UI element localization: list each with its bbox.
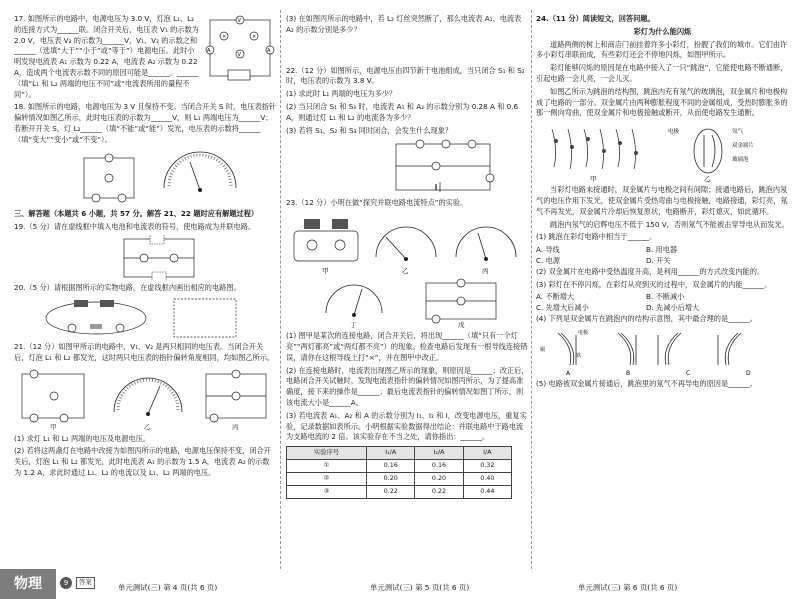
question-21-part-1: (1) 求灯 L₁ 和 L₂ 两端的电压及电源电压。 bbox=[14, 433, 151, 443]
option-item: A. 不断增大 bbox=[536, 292, 575, 302]
table-header-cell: 实验序号 bbox=[287, 447, 367, 460]
svg-text:A: A bbox=[267, 48, 271, 54]
option-item: D. 开关 bbox=[646, 255, 671, 265]
question-22-part-1: (1) 求此时 L₁ 两端的电压为多少？ bbox=[286, 89, 397, 99]
article-para-3: 如图乙所示为跳泡的结构图，跳泡内充有氖气的玻璃泡，双金属片和电极构成了电路的一部分。双金属片由两种膨胀程度不同的金属组成，受热时膨胀多的那一侧向弯曲，使双金属片和电极接触或断开，从而使电路发生通断。 bbox=[536, 86, 788, 118]
question-21-part-3: (3) 在如图丙所示的电路中，若 L₂ 灯丝突然断了，那么电流表 A₁、电流表 A₂ 的示数分别是多少？ bbox=[286, 14, 522, 34]
table-cell: 0.20 bbox=[415, 473, 463, 486]
section-3-heading: 三、解答题（本题共 6 小题，共 57 分。解答 21、22 题时应有解题过程） bbox=[14, 208, 259, 218]
q23-figures-bottom bbox=[286, 277, 529, 329]
q21-figures bbox=[14, 366, 276, 432]
option-letter: B bbox=[626, 369, 631, 377]
q24-part-label-electrode: 电极 bbox=[668, 129, 680, 136]
question-22-part-2: (2) 当只闭合 S₁ 和 S₃ 时，电流表 A₁ 和 A₂ 的示数分别为 0.28 A 和 0.6 A，则通过灯 L₁ 和 L₂ 的电流各为多少？ bbox=[286, 101, 519, 122]
question-24-part-3: (3) 彩灯在不停闪烁，在彩灯从亮到灭的过程中，双金属片的内能______。 bbox=[536, 279, 772, 289]
q23-fig-label-c: 丙 bbox=[482, 267, 489, 276]
table-cell: 0.22 bbox=[367, 486, 415, 499]
q18-circuit-and-meter-figure bbox=[14, 148, 254, 206]
q21-fig-label-b: 乙 bbox=[144, 422, 151, 431]
q24-bimetal-copper-label: 铜 bbox=[540, 346, 546, 353]
option-item: B. 不断减小 bbox=[646, 292, 685, 302]
table-cell: 0.44 bbox=[463, 486, 511, 499]
q22-circuit-figure bbox=[286, 138, 529, 196]
q23-fig-label-e: 戊 bbox=[458, 321, 465, 330]
q24-part-label-bimetal: 双金属片 bbox=[732, 143, 755, 150]
table-cell: 0.20 bbox=[367, 473, 415, 486]
q24-bimetal-electrode-label: 电极 bbox=[578, 329, 589, 336]
q21-fig-label-c: 丙 bbox=[232, 422, 239, 431]
option-item: D. 先减小后增大 bbox=[646, 303, 700, 313]
page-4-footer: 单元测试(三) 第 4 页(共 6 页) bbox=[118, 582, 218, 592]
option-letter: D bbox=[746, 369, 751, 377]
page-5-footer: 单元测试(三) 第 5 页(共 6 页) bbox=[370, 582, 470, 592]
q24-bimetal-options-figure bbox=[536, 327, 789, 377]
article-para-2: 彩灯能够闪烁的原因是在电路中接入了一只“跳泡”，它能使电路不断通断，引起电路一会儿亮，一会儿灭。 bbox=[536, 63, 788, 83]
article-para-1: 道路两侧的树上和商店门前挂着许多小彩灯，扮靓了我们的城市。它们由许多小彩灯串联而成，有些彩灯还会不停地闪烁，如图甲所示。 bbox=[536, 39, 788, 60]
question-23-part-3: (3) 若电流表 A₁、A₂ 和 A 的示数分别为 I₁、I₂ 和 I，改变电源电压，重复实验，记录数据如表所示。小明根据实验数据得出结论：并联电路中干路电流为支路电流的 2 倍。该实验存在不当之处，请你指出：______。 bbox=[286, 410, 527, 442]
q17-circuit-figure bbox=[204, 14, 276, 84]
page-6-footer: 单元测试(三) 第 6 页(共 6 页) bbox=[578, 582, 678, 592]
article-para-5: 跳泡内氖气的启辉电压不低于 150 V，否则氖气不能被击穿导电从而发光。 bbox=[550, 219, 789, 229]
question-20: 20.（5 分）请根据图所示的实物电路，在虚线框内画出相应的电路图。 bbox=[14, 283, 241, 293]
q23-figures-top bbox=[286, 211, 529, 275]
table-cell: ① bbox=[287, 460, 367, 473]
question-17: 17. 如图所示的电路中，电源电压为 3.0 V，灯泡 L₁、L₂ 的连接方式为______联。闭合开关后，电压表 V₁ 的示数为 2.0 V，电压表 V₂ 的示数为______V，V₁、V₂ 的示数之和______（选填“大于”“小于”或“等于”）电源电压。此时小明发现电流表 A₁ 示数为 0.22 A，电流表 A₂ 示数为 0.22 A，造成两个电流表示数不同的原因可能是______。______（填“L₁ 和 L₂ 两端的电压不同”或“电流表所用的量程不同”）。 bbox=[14, 14, 199, 99]
table-header-cell: I₂/A bbox=[415, 447, 463, 460]
question-19: 19.（5 分）请在虚线框中填入电池和电流表的符号，使电路成为并联电路。 bbox=[14, 222, 256, 232]
question-21: 21.（12 分）如图甲所示的电路中，V₁、V₂ 是两只相同的电压表。当闭合开关后，灯泡 L₁ 和 L₂ 都发光，这时两只电压表的指针偏转角度相同，均如图乙所示。 bbox=[14, 341, 275, 362]
article-para-4: 当彩灯电路未接通时，双金属片与电极之间有间隙；接通电路后，跳泡内氖气的电压作用下发光，使双金属片受热弯曲与电极接触，电路接通，彩灯亮，氖气不再发光，双金属片冷却后恢复原状，电路断开，彩灯熄灭，如此循环。 bbox=[536, 185, 788, 216]
table-cell: 0.16 bbox=[415, 460, 463, 473]
table-cell: 0.22 bbox=[415, 486, 463, 499]
q24-part-3-options bbox=[536, 292, 789, 314]
question-24-part-1: (1) 跳泡在彩灯电路中相当于______。 bbox=[536, 232, 657, 242]
table-cell: 0.16 bbox=[367, 460, 415, 473]
table-cell: 0.32 bbox=[463, 460, 511, 473]
article-title: 彩灯为什么能闪烁 bbox=[633, 26, 692, 36]
question-21-part-2: (2) 若将这两盏灯在电路中改接为如图丙所示的电路，电源电压保持不变，闭合开关后，灯泡 L₁ 和 L₂ 都发光，此时电流表 A₁ 的示数为 1.5 A，电流表 A₂ 的示数为 1.2 A，求此时通过 L₁、L₂ 的电流以及 L₁、L₂ 两端的电压。 bbox=[14, 446, 271, 477]
page-5-column bbox=[286, 14, 529, 574]
svg-text:×: × bbox=[222, 34, 227, 40]
question-24-part-2: (2) 双金属片在电路中受热温度升高，是利用______的方式改变内能的。 bbox=[536, 266, 765, 276]
table-header-cell: I/A bbox=[463, 447, 511, 460]
question-18: 18. 如图所示的电路，电源电压为 3 V 且保持不变。当闭合开关 S 时，电压表指针偏转情况如图乙所示，此时电压表的示数为______V，则 L₁ 两端电压为______V；若断开开关 S，灯 L₂______（填“不能”或“能”）发光，电压表的示数将______（填“变大”“变小”或“不变”）。 bbox=[14, 102, 276, 144]
question-23: 23.（12 分）小明在做“探究并联电路电流特点”的实验。 bbox=[286, 198, 468, 208]
q23-fig-label-a: 甲 bbox=[322, 267, 329, 276]
option-letter: A bbox=[566, 369, 571, 377]
q24-figures bbox=[536, 121, 789, 183]
option-item: C. 电源 bbox=[536, 255, 560, 265]
q23-fig-label-d: 丁 bbox=[350, 321, 357, 330]
table-row bbox=[287, 473, 512, 486]
question-24: 24.（11 分）阅读短文，回答问题。 bbox=[536, 14, 655, 23]
option-item: C. 先增大后减小 bbox=[536, 303, 589, 313]
table-cell: ③ bbox=[287, 486, 367, 499]
question-24-part-4: (4) 下列是双金属片在跳泡内的结构示意图，其中最合理的是______。 bbox=[536, 313, 757, 323]
option-letter: C bbox=[686, 369, 691, 377]
answer-tag: 答案 bbox=[76, 577, 95, 589]
q24-fig-label-a: 甲 bbox=[590, 175, 597, 184]
option-item: B. 用电器 bbox=[646, 245, 678, 255]
q23-data-table bbox=[286, 446, 512, 499]
svg-text:V: V bbox=[237, 52, 241, 58]
q24-fig-label-b: 乙 bbox=[704, 175, 711, 184]
question-23-part-2: (2) 在连接电路时，电流表出现图乙所示的现象，则原因是______；改正后，电路闭合开关试触时，发现电流表指针的偏转情况如图丙所示，为了提高准确度，接下来的操作是______；最后电流表指针的偏转情况如图丁所示，则该电流大小是______A。 bbox=[286, 365, 529, 407]
table-header-cell: I₁/A bbox=[367, 447, 415, 460]
table-row bbox=[287, 486, 512, 499]
page-6-column bbox=[536, 14, 789, 574]
q21-fig-label-a: 甲 bbox=[50, 422, 57, 431]
q19-parallel-circuit-figure bbox=[14, 235, 254, 281]
subject-tab: 物理 bbox=[0, 569, 56, 599]
svg-text:×: × bbox=[252, 34, 257, 40]
question-22-part-3: (3) 若将 S₁、S₂ 和 S₃ 同时闭合，会发生什么现象？ bbox=[286, 125, 453, 135]
q23-fig-label-b: 乙 bbox=[402, 267, 409, 276]
page-badge: 9 bbox=[60, 577, 72, 589]
svg-text:A: A bbox=[207, 48, 211, 54]
q24-bimetal-iron-label: 铁 bbox=[576, 352, 582, 359]
option-item: A. 导线 bbox=[536, 245, 560, 255]
table-row bbox=[287, 460, 512, 473]
page-4-column bbox=[14, 14, 276, 574]
svg-text:V: V bbox=[237, 18, 241, 24]
question-24-part-5: (5) 电路被双金属片接通后，跳泡里的氖气不再导电的原因是______。 bbox=[536, 378, 757, 388]
q24-part-label-bulb: 玻璃泡 bbox=[732, 157, 749, 164]
q24-part-label-neon: 氖气 bbox=[732, 129, 744, 136]
q24-part-1-options bbox=[536, 245, 789, 267]
question-22: 22.（12 分）如图所示，电源电压由四节新干电池组成，当只闭合 S₁ 和 S₂ 时，电压表的示数为 3.8 V。 bbox=[286, 65, 525, 86]
table-cell: 0.40 bbox=[463, 473, 511, 486]
table-cell: ② bbox=[287, 473, 367, 486]
q20-physical-circuit-figure bbox=[14, 296, 254, 340]
question-23-part-1: (1) 图甲是某次的连接电路，闭合开关后，将出现______（填“只有一个灯亮”“两灯都亮”或“两灯都不亮”）的现象。检查电路后发现有一根导线连接错误，请你在这根导线上打“×”，并在图甲中改正。 bbox=[286, 331, 528, 362]
